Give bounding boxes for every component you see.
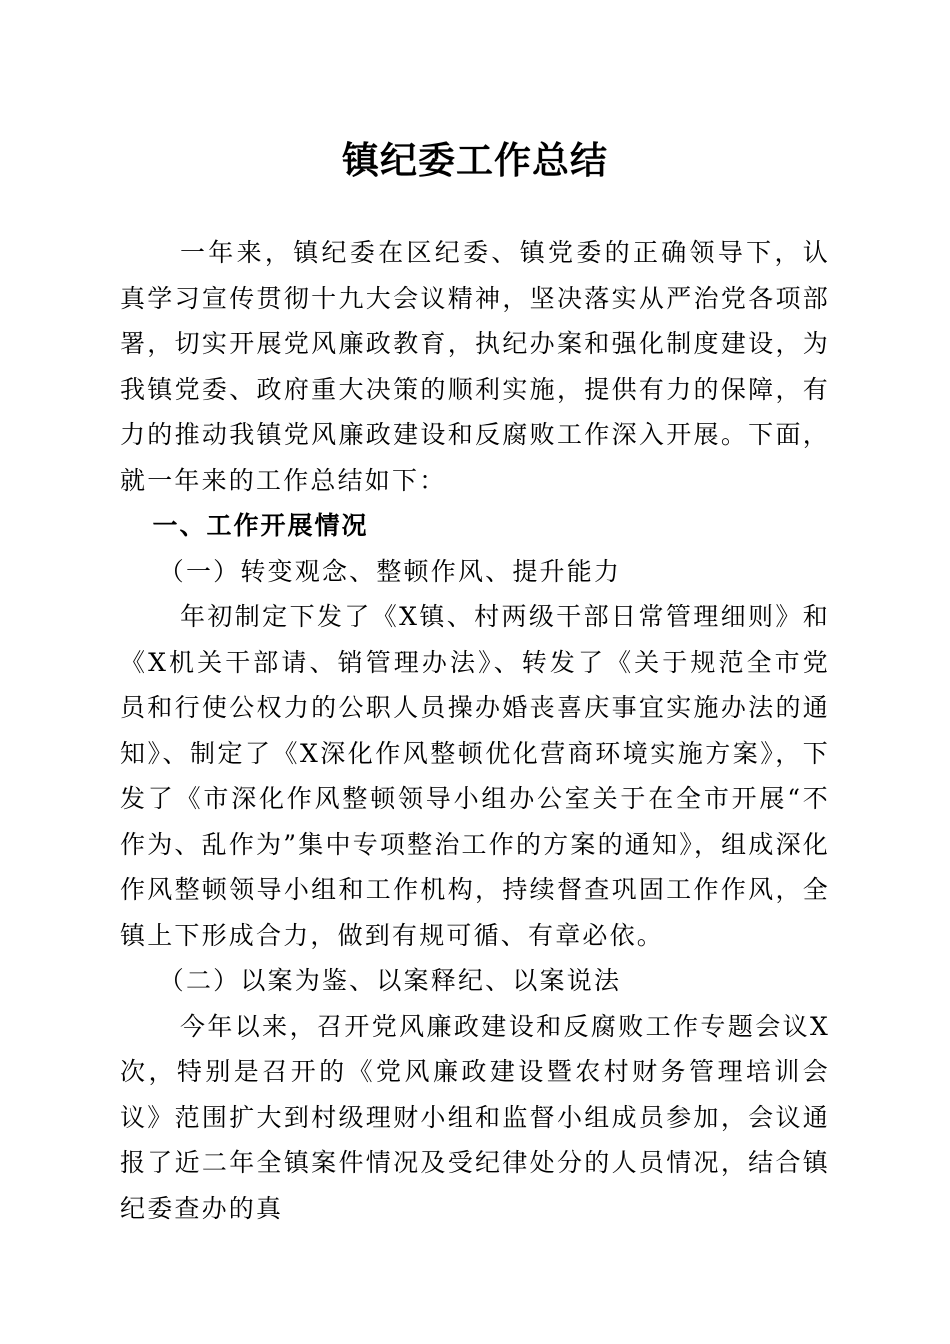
section-heading: 一、工作开展情况 (152, 511, 369, 540)
subsection-heading-1: （一）转变观念、整顿作风、提升能力 (158, 556, 622, 586)
subsection-paragraph-2: 今年以来，召开党风廉政建设和反腐败工作专题会议X次，特别是召开的《党风廉政建设暨农村财务管理培训会议》范围扩大到村级理财小组和监督小组成员参加，会议通报了近二年全镇案件情况及受纪律处分的人员情况，结合镇纪委查办的真 (120, 1011, 830, 1223)
document-body (120, 230, 830, 1231)
intro-paragraph: 一年来，镇纪委在区纪委、镇党委的正确领导下，认真学习宣传贯彻十九大会议精神，坚决落实从严治党各项部署，切实开展党风廉政教育，执纪办案和强化制度建设，为我镇党委、政府重大决策的顺利实施，提供有力的保障，有力的推动我镇党风廉政建设和反腐败工作深入开展。下面，就一年来的工作总结如下： (120, 238, 830, 495)
subsection-paragraph-1: 年初制定下发了《X镇、村两级干部日常管理细则》和《X机关干部请、销管理办法》、转发了《关于规范全市党员和行使公权力的公职人员操办婚丧喜庆事宜实施办法的通知》、制定了《X深化作风整顿优化营商环境实施方案》，下发了《市深化作风整顿领导小组办公室关于在全市开展“不作为、乱作为”集中专项整治工作的方案的通知》，组成深化作风整顿领导小组和工作机构，持续督查巩固工作作风，全镇上下形成合力，做到有规可循、有章必依。 (120, 602, 830, 950)
document-title: 镇纪委工作总结 (342, 138, 608, 182)
subsection-heading-2: （二）以案为鉴、以案释纪、以案说法 (158, 966, 622, 995)
